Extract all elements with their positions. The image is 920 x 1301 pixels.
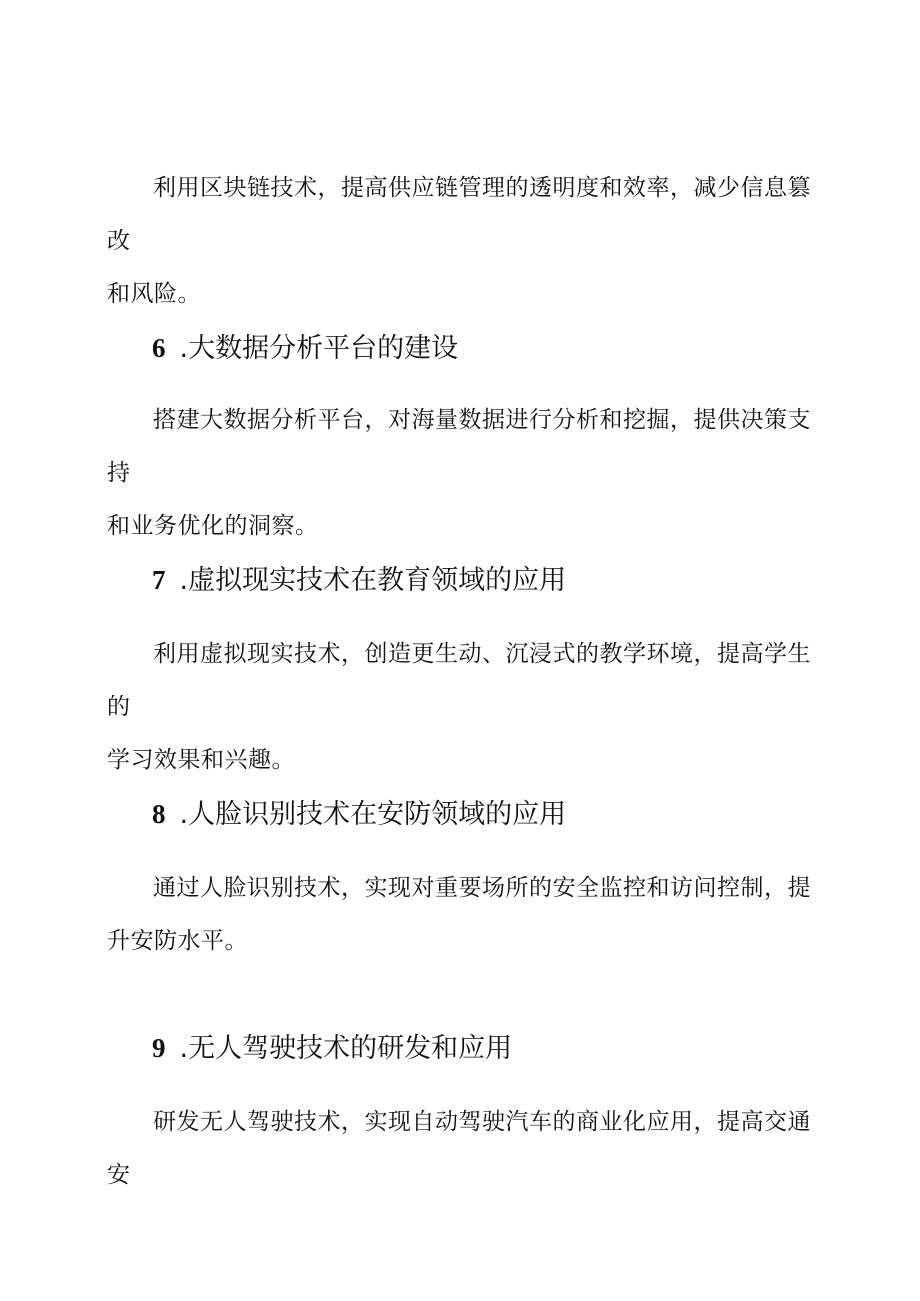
section-title: .大数据分析平台的建设 xyxy=(179,333,459,364)
paragraph-line: 和业务优化的洞察。 xyxy=(107,513,319,539)
section-number: 6 xyxy=(152,333,166,363)
paragraph-line: 利用虚拟现实技术，创造更生动、沉浸式的教学环境，提高学生的 xyxy=(107,641,811,720)
paragraph-vr xyxy=(107,628,827,787)
section-title: .虚拟现实技术在教育领域的应用 xyxy=(179,565,567,596)
paragraph-line: 升安防水平。 xyxy=(107,928,248,954)
paragraph-line: 利用区块链技术，提高供应链管理的透明度和效率，减少信息篡改 xyxy=(107,175,811,254)
section-heading-8 xyxy=(152,797,566,832)
paragraph-autonomous-driving xyxy=(107,1096,827,1202)
paragraph-line: 和风险。 xyxy=(107,281,201,307)
paragraph-line: 学习效果和兴趣。 xyxy=(107,747,295,773)
paragraph-line: 搭建大数据分析平台，对海量数据进行分析和挖掘，提供决策支持 xyxy=(107,407,811,486)
section-number: 9 xyxy=(152,1033,166,1063)
section-number: 7 xyxy=(152,565,166,595)
paragraph-blockchain xyxy=(107,162,827,321)
paragraph-face-recognition xyxy=(107,862,827,968)
section-number: 8 xyxy=(152,799,166,829)
paragraph-big-data xyxy=(107,394,827,553)
section-title: .无人驾驶技术的研发和应用 xyxy=(179,1033,513,1064)
paragraph-line: 研发无人驾驶技术，实现自动驾驶汽车的商业化应用，提高交通安 xyxy=(107,1109,811,1188)
paragraph-line: 通过人脸识别技术，实现对重要场所的安全监控和访问控制，提 xyxy=(153,875,811,901)
section-heading-6 xyxy=(152,331,458,366)
section-heading-9 xyxy=(152,1031,512,1066)
section-heading-7 xyxy=(152,563,566,598)
section-title: .人脸识别技术在安防领域的应用 xyxy=(179,799,567,830)
